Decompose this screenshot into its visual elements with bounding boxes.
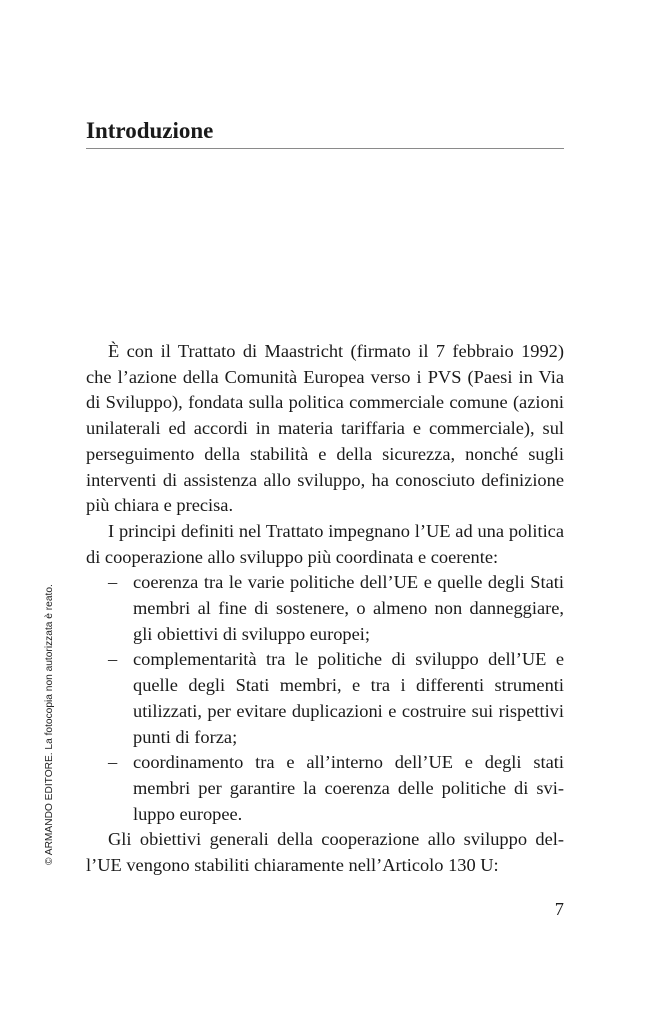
paragraph-objectives: Gli obiettivi generali della cooperazione allo sviluppo dell’UE vengono stabiliti chiaramente nell’Articolo 130 U: [86,829,564,876]
bullet-dash: – [108,752,118,773]
title-underline [86,148,564,149]
body-text [86,339,564,879]
list-item-text: complementarità tra le politiche di sviluppo dell’UE e quelle degli Stati membri, e tra i differenti strumenti utilizzati, per evitare duplicazioni e costruire sui rispettivi punti di forza; [133,649,564,747]
list-item-text: coordinamento tra e all’interno dell’UE e degli stati membri per garantire la coerenza delle politiche di sviluppo europee. [133,752,564,824]
bullet-dash: – [108,572,118,593]
list-item [86,570,564,647]
page-number: 7 [554,899,564,919]
principles-list [86,570,564,827]
list-item [86,647,564,750]
bullet-dash: – [108,649,118,670]
paragraph-intro: È con il Trattato di Maastricht (firmato il 7 febbraio 1992) che l’azione della Comunità Europea verso i PVS (Paesi in Via di Sviluppo), fondata sulla politica commerciale comune (azioni unilaterali ed accordi in materia tariffaria e commerciale), sul perseguimento della stabilità e della sicurezza, nonché sugli interventi di assistenza allo sviluppo, ha conosciuto definizione più chiara e precisa. [86,341,564,516]
list-item [86,750,564,827]
chapter-title: Introduzione [86,118,214,143]
copyright-notice: © ARMANDO EDITORE. La fotocopia non autorizzata è reato. [44,584,55,865]
list-item-text: coerenza tra le varie politiche dell’UE e quelle degli Stati membri al fine di sostenere, o almeno non danneggiare, gli obiettivi di sviluppo europei; [133,572,564,644]
paragraph-principles: I principi definiti nel Trattato impegnano l’UE ad una politica di cooperazione allo sviluppo più coordinata e coerente: [86,520,564,567]
